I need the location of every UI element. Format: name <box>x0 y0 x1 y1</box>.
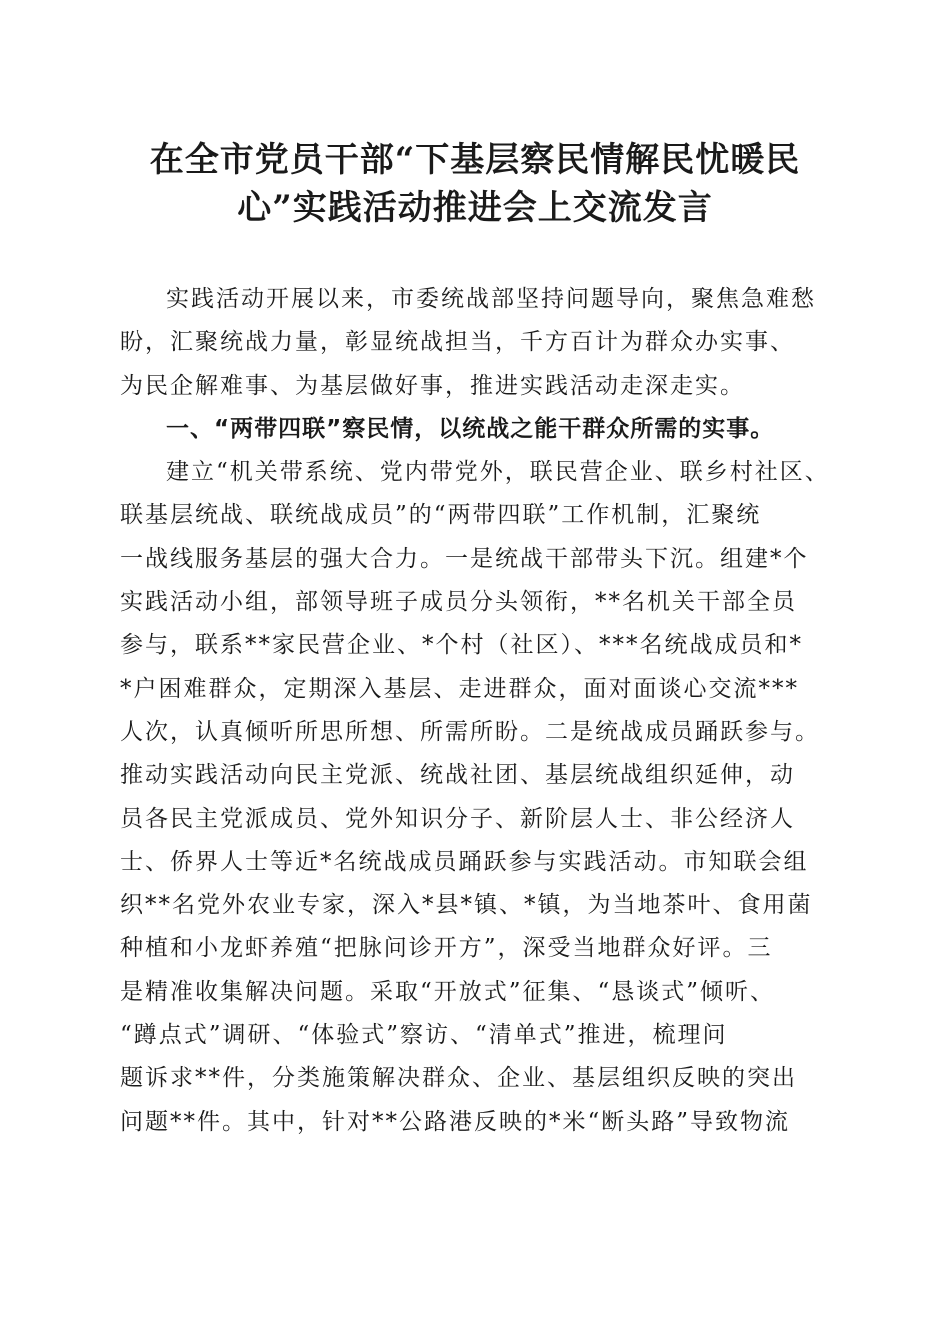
paragraph-line: *户困难群众，定期深入基层、走进群众，面对面谈心交流*** <box>120 675 799 702</box>
document-body <box>120 278 832 1144</box>
intro-line: 为民企解难事、为基层做好事，推进实践活动走深走实。 <box>120 372 745 399</box>
section-heading: 一、“两带四联”察民情，以统战之能干群众所需的实事。 <box>166 415 775 442</box>
intro-line: 实践活动开展以来，市委统战部坚持问题导向，聚焦急难愁 <box>166 286 816 312</box>
paragraph-line: 人次，认真倾听所思所想、所需所盼。二是统战成员踊跃参与。 <box>120 718 820 745</box>
paragraph-line: 推动实践活动向民主党派、统战社团、基层统战组织延伸，动 <box>120 762 795 789</box>
paragraph-line: 问题**件。其中，针对**公路港反映的*米“断头路”导致物流 <box>120 1108 791 1135</box>
title-line-2: 心”实践活动推进会上交流发言 <box>237 188 713 228</box>
paragraph-line: 建立“机关带系统、党内带党外，联民营企业、联乡村社区、 <box>166 459 830 486</box>
paragraph-line: 参与，联系**家民营企业、*个村（社区）、***名统战成员和* <box>120 632 803 659</box>
intro-line: 盼，汇聚统战力量，彰显统战担当，千方百计为群众办实事、 <box>120 329 795 356</box>
paragraph-line: 是精准收集解决问题。采取“开放式”征集、“恳谈式”倾听、 <box>120 978 776 1005</box>
paragraph-line: 织**名党外农业专家，深入*县*镇、*镇，为当地茶叶、食用菌 <box>120 892 813 919</box>
paragraph-line: 联基层统战、联统战成员”的“两带四联”工作机制，汇聚统 <box>120 502 762 529</box>
paragraph-line: 员各民主党派成员、党外知识分子、新阶层人士、非公经济人 <box>120 805 795 832</box>
title-line-1: 在全市党员干部“下基层察民情解民忧暖民 <box>149 140 801 180</box>
paragraph-line: 题诉求**件，分类施策解决群众、企业、基层组织反映的突出 <box>120 1065 797 1092</box>
paragraph-line: 一战线服务基层的强大合力。一是统战干部带头下沉。组建*个 <box>120 545 809 572</box>
paragraph-line: “蹲点式”调研、“体验式”察访、“清单式”推进，梳理问 <box>120 1022 728 1049</box>
paragraph-line: 士、侨界人士等近*名统战成员踊跃参与实践活动。市知联会组 <box>120 848 809 875</box>
paragraph-line: 实践活动小组，部领导班子成员分头领衔，**名机关干部全员 <box>120 589 797 616</box>
document-title <box>120 136 830 232</box>
paragraph-line: 种植和小龙虾养殖“把脉问诊开方”，深受当地群众好评。三 <box>120 935 773 962</box>
